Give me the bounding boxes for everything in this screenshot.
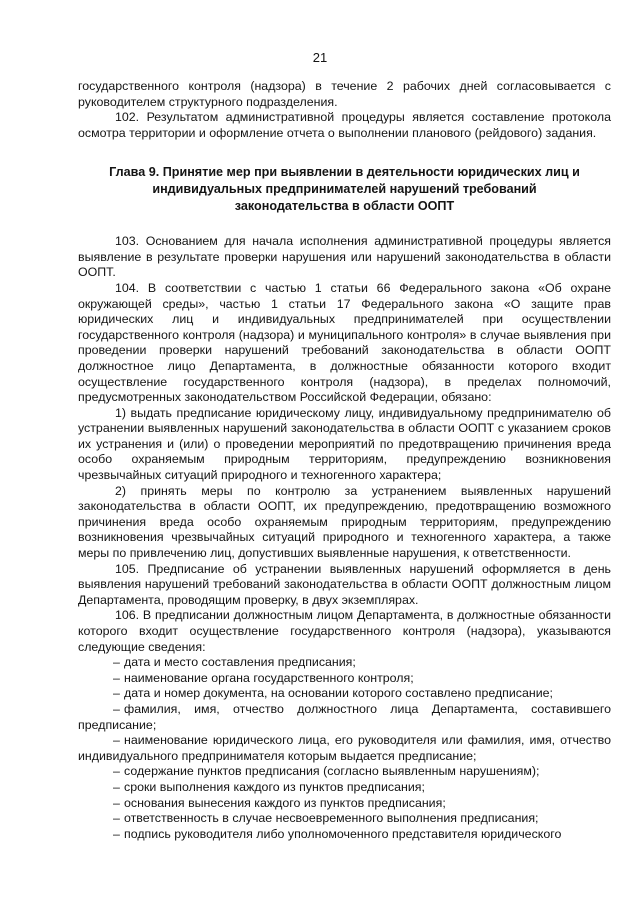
chapter-heading-line-3: законодательства в области ООПТ: [234, 198, 455, 213]
dash-marker: –: [113, 733, 120, 748]
paragraph-106: 106. В предписании должностным лицом Департамента, в должностные обязанности которого входит осуществление государственного контроля (надзора), указываются следующие сведения:: [78, 608, 611, 654]
chapter-heading: [78, 164, 611, 214]
paragraph-103: 103. Основанием для начала исполнения административной процедуры является выявление в результате проверки нарушения или нарушений законодательства в области ООПТ.: [78, 234, 611, 280]
paragraph-104: 104. В соответствии с частью 1 статьи 66 Федерального закона «Об охране окружающей среды», частью 1 статьи 17 Федерального закона «О защите прав юридических лиц и индивидуальных предпринимателей при осуществлении государственного контроля (надзора) и муниципального контроля» в случае выявления при проведении проверки нарушений требований законодательства в области ООПТ должностное лицо Департамента, в должностные обязанности которого входит осуществление государственного контроля (надзора), в пределах полномочий, предусмотренных законодательством Российской Федерации, обязано:: [78, 280, 611, 405]
dash-marker: –: [113, 764, 120, 779]
document-body: [78, 79, 611, 842]
list-item: – ответственность в случае несвоевременного выполнения предписания;: [113, 811, 539, 826]
paragraph-102: 102. Результатом административной процедуры является составление протокола осмотра территории и оформление отчета о выполнении планового (рейдового) задания.: [78, 110, 611, 140]
list-item: – дата и место составления предписания;: [113, 655, 356, 670]
list-item: – подпись руководителя либо уполномоченного представителя юридического: [113, 826, 562, 841]
list-item: – наименование юридического лица, его руководителя или фамилия, имя, отчество индивидуального предпринимателя которым выдается предписание;: [78, 733, 611, 763]
chapter-heading-line-1: Глава 9. Принятие мер при выявлении в деятельности юридических лиц и: [109, 165, 580, 180]
dash-marker: –: [113, 779, 120, 794]
list-item: – содержание пунктов предписания (согласно выявленным нарушениям);: [113, 764, 540, 779]
dash-marker: –: [113, 686, 120, 701]
chapter-heading-line-2: индивидуальных предпринимателей нарушений требований: [152, 181, 537, 196]
dash-marker: –: [113, 795, 120, 810]
page-number: 21: [312, 50, 328, 65]
dash-marker: –: [113, 655, 120, 670]
paragraph-104-item-1: 1) выдать предписание юридическому лицу, индивидуальному предпринимателю об устранении выявленных нарушений законодательства в области ООПТ с указанием сроков их устранения и (или) о проведении мероприятий по предотвращению причинения вреда особо охраняемым природным территориям, предупреждению возникновения чрезвычайных ситуаций природного и техногенного характера;: [78, 405, 611, 483]
list-item: – дата и номер документа, на основании которого составлено предписание;: [113, 686, 553, 701]
paragraph-105: 105. Предписание об устранении выявленных нарушений оформляется в день выявления нарушений требований законодательства в области ООПТ должностным лицом Департамента, проводящим проверку, в двух экземплярах.: [78, 561, 611, 607]
dash-marker: –: [113, 811, 120, 826]
paragraph-continuation: государственного контроля (надзора) в течение 2 рабочих дней согласовывается с руководителем структурного подразделения.: [78, 79, 611, 109]
dash-marker: –: [113, 701, 120, 716]
list-item: – сроки выполнения каждого из пунктов предписания;: [113, 779, 425, 794]
dash-marker: –: [113, 826, 120, 841]
list-item: – основания вынесения каждого из пунктов предписания;: [113, 795, 446, 810]
paragraph-104-item-2: 2) принять меры по контролю за устранением выявленных нарушений законодательства в области ООПТ, их предупреждению, предотвращению возможного причинения вреда особо охраняемым природным территориям, предупреждению возникновения чрезвычайных ситуаций природного и техногенного характера, а также меры по привлечению лиц, допустивших выявленные нарушения, к ответственности.: [78, 483, 611, 561]
list-item: – наименование органа государственного контроля;: [113, 670, 414, 685]
list-item: – фамилия, имя, отчество должностного лица Департамента, составившего предписание;: [78, 701, 611, 732]
dash-marker: –: [113, 670, 120, 685]
